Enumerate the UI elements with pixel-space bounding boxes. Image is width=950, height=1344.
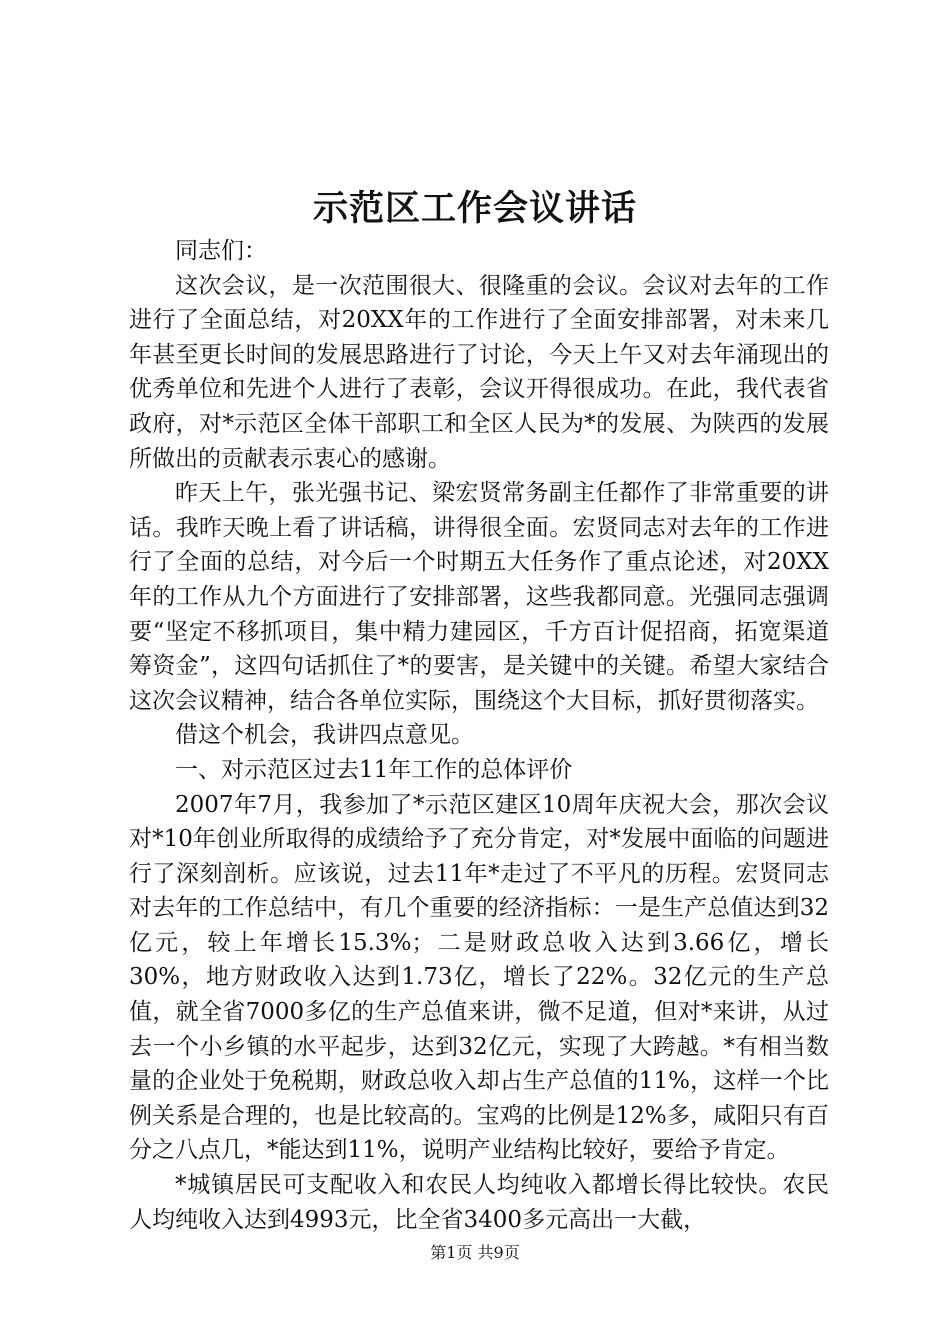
- paragraph: *城镇居民可支配收入和农民人均纯收入都增长得比较快。农民人均纯收入达到4993元，比全省3400多元高出一大截，: [129, 1172, 829, 1233]
- document-title: 示范区工作会议讲话: [312, 188, 637, 229]
- section-heading: 一、对示范区过去11年工作的总体评价: [175, 756, 573, 783]
- paragraph: 这次会议，是一次范围很大、很隆重的会议。会议对去年的工作进行了全面总结，对20XX年的工作进行了全面安排部署，对未来几年甚至更长时间的发展思路进行了讨论，今天上午又对去年涌现出的优秀单位和先进个人进行了表彰，会议开得很成功。在此，我代表省政府，对*示范区全体干部职工和全区人民为*的发展、为陕西的发展所做出的贡献表示衷心的感谢。: [129, 272, 829, 472]
- paragraph: 借这个机会，我讲四点意见。: [175, 722, 474, 749]
- paragraph: 2007年7月，我参加了*示范区建区10周年庆祝大会，那次会议对*10年创业所取得的成绩给予了充分肯定，对*发展中面临的问题进行了深刻剖析。应该说，过去11年*走过了不平凡的历程。宏贤同志对去年的工作总结中，有几个重要的经济指标：一是生产总值达到32亿元，较上年增长15.3%；二是财政总收入达到3.66亿，增长30%，地方财政收入达到1.73亿，增长了22%。32亿元的生产总值，就全省7000多亿的生产总值来讲，微不足道，但对*来讲，从过去一个小乡镇的水平起步，达到32亿元，实现了大跨越。*有相当数量的企业处于免税期，财政总收入却占生产总值的11%，这样一个比例关系是合理的，也是比较高的。宝鸡的比例是12%多，咸阳只有百分之八点几，*能达到11%，说明产业结构比较好，要给予肯定。: [129, 791, 829, 1164]
- salutation: 同志们：: [175, 238, 267, 264]
- page-footer: 第1页 共9页: [430, 1243, 520, 1262]
- document-body: [129, 234, 829, 1237]
- paragraph: 昨天上午，张光强书记、梁宏贤常务副主任都作了非常重要的讲话。我昨天晚上看了讲话稿，讲得很全面。宏贤同志对去年的工作进行了全面的总结，对今后一个时期五大任务作了重点论述，对20XX年的工作从九个方面进行了安排部署，这些我都同意。光强同志强调要“坚定不移抓项目，集中精力建园区，千方百计促招商，拓宽渠道筹资金”，这四句话抓住了*的要害，是关键中的关键。希望大家结合这次会议精神，结合各单位实际，围绕这个大目标，抓好贯彻落实。: [129, 480, 829, 714]
